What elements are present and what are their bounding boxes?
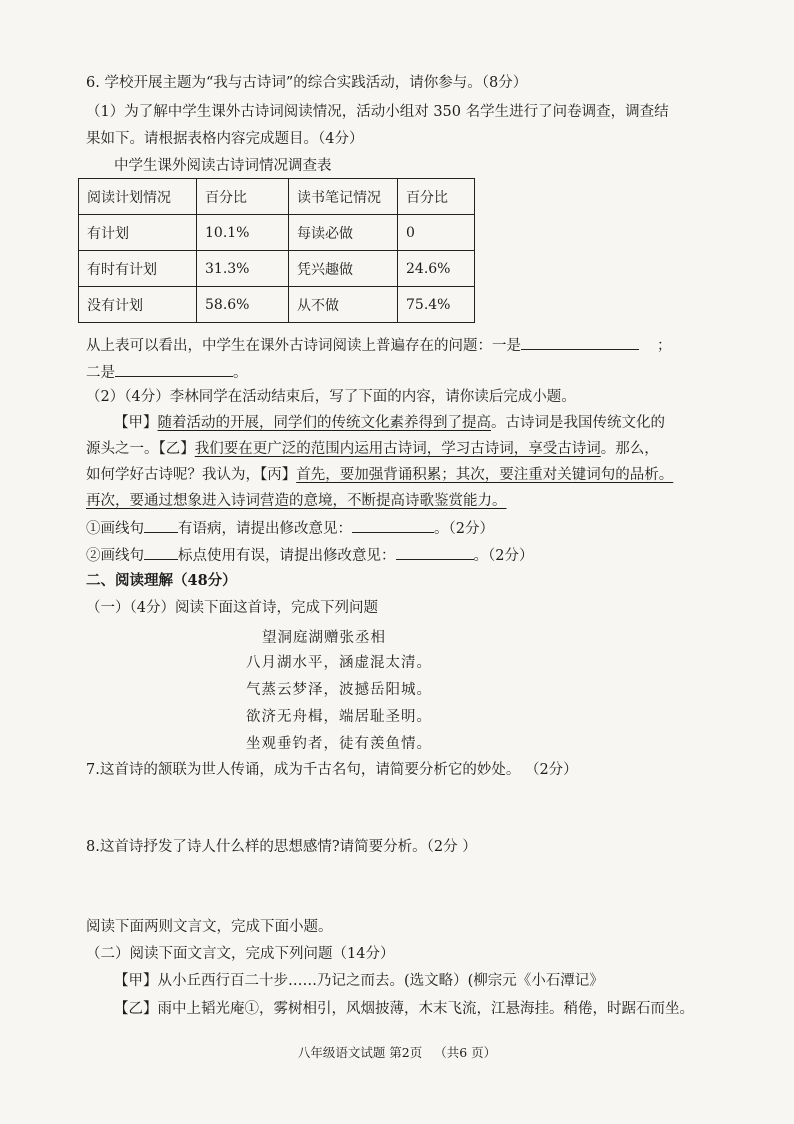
sub1-end: 。（2分） xyxy=(434,521,494,537)
table-row xyxy=(79,215,475,251)
sub1-text: 有语病，请提出修改意见： xyxy=(178,521,352,537)
sub2-text: 标点使用有误，请提出修改意见： xyxy=(178,548,396,564)
conclusion-line2 xyxy=(86,360,248,384)
survey-table xyxy=(78,178,475,323)
page-footer xyxy=(0,1043,794,1061)
sub-question-2 xyxy=(86,543,533,567)
table-header-cell: 百分比 xyxy=(398,179,475,215)
table-cell: 没有计划 xyxy=(79,287,197,323)
sub2-blank-sentence[interactable] xyxy=(144,543,178,560)
sub-question-1 xyxy=(86,516,494,540)
section2-part2: （二）阅读下面文言文，完成下列问题（14分） xyxy=(86,946,395,962)
table-header-row xyxy=(79,179,475,215)
sub1-blank-answer[interactable] xyxy=(352,516,434,533)
jia-tag: 【甲】 xyxy=(114,415,158,431)
table-header-cell: 百分比 xyxy=(197,179,289,215)
footer-total: （共6 页） xyxy=(434,1045,497,1060)
table-cell: 凭兴趣做 xyxy=(289,251,398,287)
q6-part1-line1: （1）为了解中学生课外古诗词阅读情况，活动小组对 350 名学生进行了问卷调查，调查结 xyxy=(86,104,669,120)
section2-title: 二、阅读理解（48分） xyxy=(86,572,237,589)
poem-line: 气蒸云梦泽，波撼岳阳城。 xyxy=(246,682,432,698)
para-line1 xyxy=(114,412,665,434)
table-cell: 58.6% xyxy=(197,287,289,323)
sub2-label: ②画线句 xyxy=(86,548,144,564)
conclusion-end: 。 xyxy=(233,365,248,381)
table-cell: 24.6% xyxy=(398,251,475,287)
conclusion-line1 xyxy=(86,333,672,357)
table-row xyxy=(79,287,475,323)
table-header-cell: 读书笔记情况 xyxy=(289,179,398,215)
poem-line: 欲济无舟楫，端居耻圣明。 xyxy=(246,709,432,725)
table-cell: 0 xyxy=(398,215,475,251)
sub1-blank-sentence[interactable] xyxy=(144,516,178,533)
table-cell: 10.1% xyxy=(197,215,289,251)
bing-underlined-sentence-2: 再次，要通过想象进入诗词营造的意境，不断提高诗歌鉴赏能力。 xyxy=(86,493,507,509)
para-line4 xyxy=(86,490,507,512)
table-cell: 每读必做 xyxy=(289,215,398,251)
table-cell: 31.3% xyxy=(197,251,289,287)
poem-title: 望洞庭湖赠张丞相 xyxy=(262,630,386,646)
sub2-blank-answer[interactable] xyxy=(396,543,474,560)
jia-underlined-sentence: 随着活动的开展，同学们的传统文化素养得到了提高 xyxy=(157,415,491,431)
yi-excerpt: 【乙】雨中上韬光庵①，雾树相引，风烟披薄，木末飞流，江悬海挂。稍倦，时踞石而坐。 xyxy=(114,1001,694,1017)
answer-blank-1[interactable] xyxy=(521,333,639,350)
footer-page: 八年级语文试题 第2页 xyxy=(297,1045,423,1060)
q6-intro: 6. 学校开展主题为“我与古诗词”的综合实践活动，请你参与。（8分） xyxy=(86,75,528,91)
table-cell: 从不做 xyxy=(289,287,398,323)
para-line2 xyxy=(86,438,659,460)
conclusion-prefix: 从上表可以看出，中学生在课外古诗词阅读上普遍存在的问题：一是 xyxy=(86,338,521,354)
para-text: 。那么， xyxy=(600,441,659,457)
para-text: 。古诗词是我国传统文化的 xyxy=(491,415,665,431)
table-cell: 有计划 xyxy=(79,215,197,251)
table-header-cell: 阅读计划情况 xyxy=(79,179,197,215)
section2-part1: （一）（4分）阅读下面这首诗，完成下列问题 xyxy=(86,600,378,616)
conclusion-two-label: 二是 xyxy=(86,365,115,381)
poem-line: 八月湖水平，涵虚混太清。 xyxy=(246,655,432,671)
q6-part1-line2: 果如下。请根据表格内容完成题目。（4分） xyxy=(86,131,364,147)
yi-underlined-sentence: 我们要在更广泛的范围内运用古诗词，学习古诗词，享受古诗词 xyxy=(194,441,601,457)
conclusion-sep: ； xyxy=(657,338,672,354)
table-cell: 75.4% xyxy=(398,287,475,323)
para-text: 如何学好古诗呢？我认为，【丙】 xyxy=(86,467,297,483)
para-text: 源头之一。【乙】 xyxy=(86,441,195,457)
para-line3 xyxy=(86,464,673,486)
question-8: 8.这首诗抒发了诗人什么样的思想感情?请简要分析。（2分 ） xyxy=(86,839,477,855)
question-7: 7.这首诗的颔联为世人传诵，成为千古名句，请简要分析它的妙处。 （2分） xyxy=(86,762,578,778)
q6-part2: （2）（4分）李林同学在活动结束后，写了下面的内容，请你读后完成小题。 xyxy=(86,389,576,405)
sub2-end: 。（2分） xyxy=(473,548,534,564)
table-title: 中学生课外阅读古诗词情况调查表 xyxy=(114,158,332,174)
table-row xyxy=(79,251,475,287)
bing-underlined-sentence-1: 首先，要加强背诵积累；其次，要注重对关键词句的品析。 xyxy=(296,467,674,483)
read-two-instruction: 阅读下面两则文言文，完成下面小题。 xyxy=(86,919,333,935)
table-cell: 有时有计划 xyxy=(79,251,197,287)
jia-excerpt: 【甲】从小丘西行百二十步……乃记之而去。(选文略）(柳宗元《小石潭记》 xyxy=(114,973,604,989)
poem-line: 坐观垂钓者，徒有羡鱼情。 xyxy=(246,736,432,752)
sub1-label: ①画线句 xyxy=(86,521,144,537)
answer-blank-2[interactable] xyxy=(115,360,233,377)
